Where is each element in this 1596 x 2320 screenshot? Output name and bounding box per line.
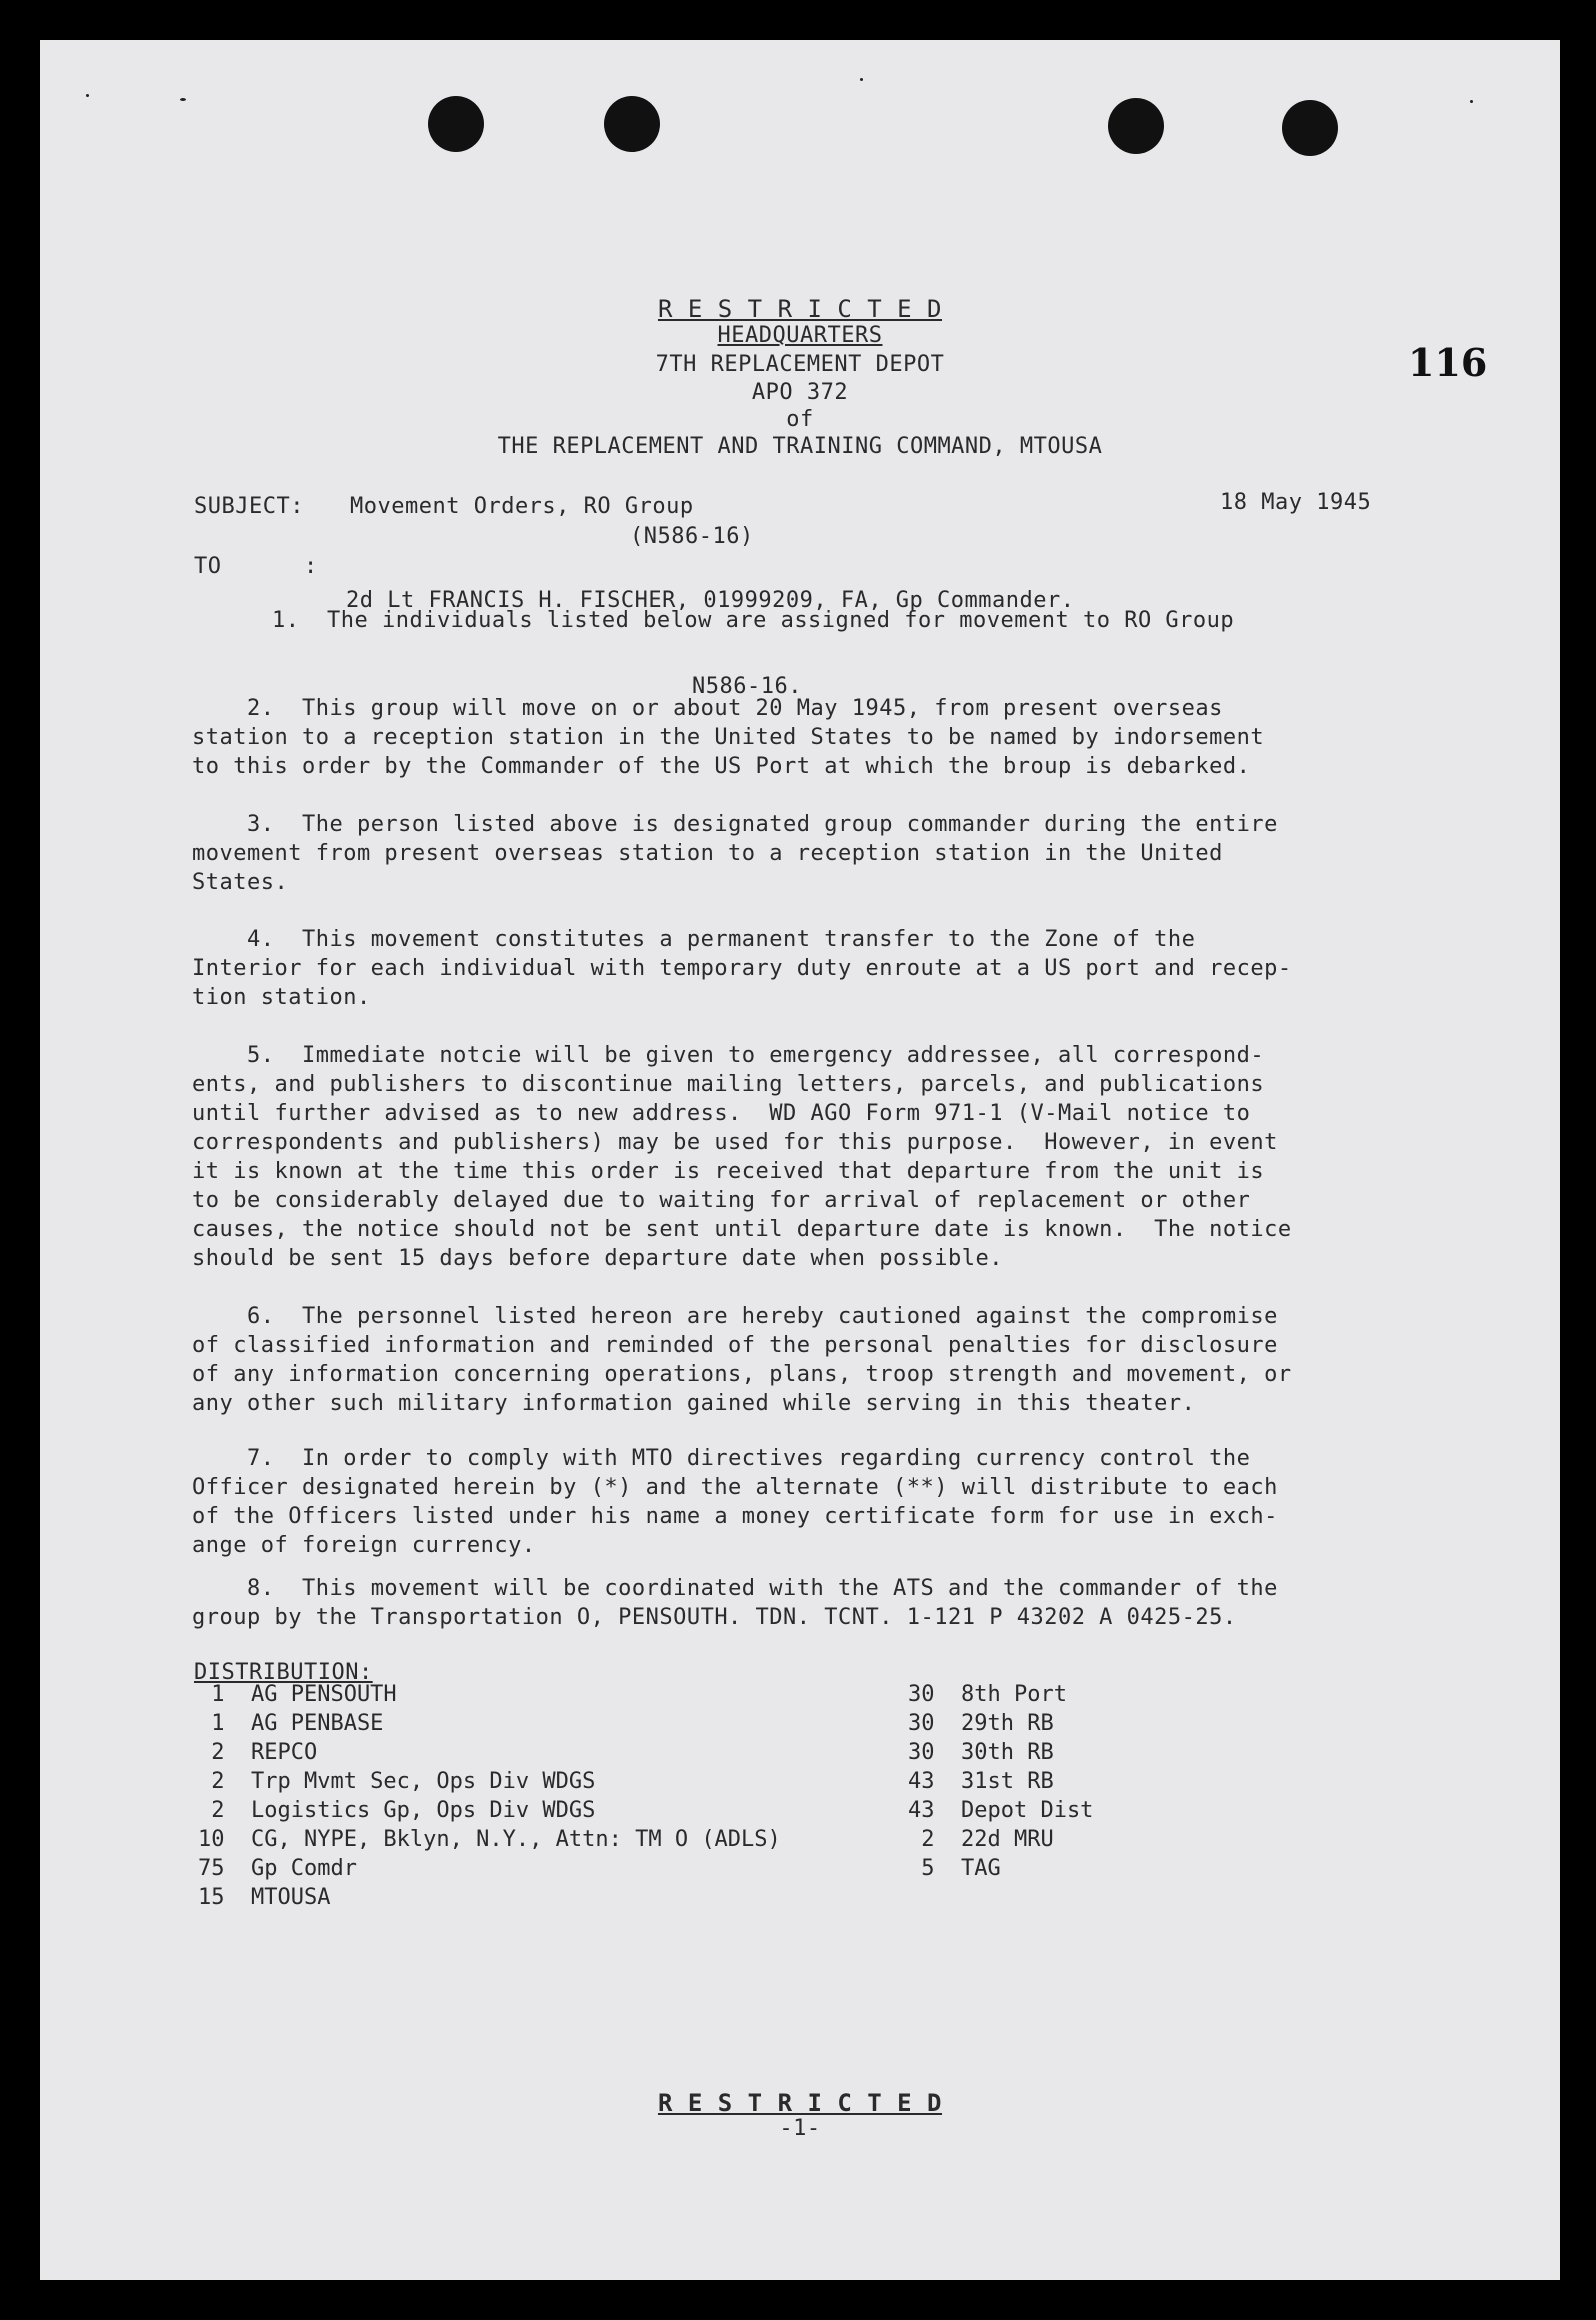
distribution-item: 15 MTOUSA [198,1885,331,1910]
distribution-list-left [198,1680,781,1912]
paragraph-5: 5. Immediate notcie will be given to emergency addressee, all correspond- ents, and publishers to discontinue mailing letters, parcels, and publications until further advised as to new address. WD AGO Form 971-1 (V-Mail notice to correspondents and publishers) may be used for this purpose. However, in event it is known at the time this order is received that departure from the unit is to be considerably delayed due to waiting for arrival of replacement or other causes, the notice should not be sent until departure date is known. The notice should be sent 15 days before departure date when possible. [192,1043,1292,1271]
distribution-item: 75 Gp Comdr [198,1856,357,1881]
distribution-item: 2 22d MRU [908,1827,1054,1852]
distribution-item: 5 TAG [908,1856,1001,1881]
distribution-item: 2 REPCO [198,1740,318,1765]
document-page [40,40,1560,2280]
ink-speck [86,94,89,97]
to-colon: : [304,554,318,579]
page-number: -1- [779,2116,821,2141]
distribution-label: DISTRIBUTION: [194,1660,373,1685]
group-commander-line: 2d Lt FRANCIS H. FISCHER, 01999209, FA, Gp Commander. [346,588,1075,613]
classification-header: R E S T R I C T E D [657,295,943,323]
ink-speck [1470,100,1473,103]
paragraph-6: 6. The personnel listed hereon are hereby cautioned against the compromise of classified information and reminded of the personal penalties for disclosure of any information concerning operations, plans, troop strength and movement, or any other such military information gained while serving in this theater. [192,1304,1292,1416]
distribution-item: 10 CG, NYPE, Bklyn, N.Y., Attn: TM O (ADLS) [198,1827,781,1852]
subject-code: (N586-16) [630,524,754,549]
distribution-item: 2 Trp Mvmt Sec, Ops Div WDGS [198,1769,596,1794]
paragraph-2: 2. This group will move on or about 20 May 1945, from present overseas station to a reception station in the United States to be named by indorsement to this order by the Commander of the US Port at which the broup is debarked. [192,696,1265,779]
subject-value: Movement Orders, RO Group [350,494,694,519]
distribution-item: 43 31st RB [908,1769,1054,1794]
paragraph-4: 4. This movement constitutes a permanent transfer to the Zone of the Interior for each individual with temporary duty enroute at a US port and recep- tion station. [192,927,1292,1010]
distribution-item: 30 30th RB [908,1740,1054,1765]
ink-speck [180,98,186,101]
distribution-list-right [908,1680,1093,1883]
paragraph-3: 3. The person listed above is designated group commander during the entire movement from present overseas station to a reception station in the United States. [192,812,1278,895]
paragraph-1-group: N586-16. [692,674,802,699]
punch-hole [428,96,484,152]
to-label: TO [194,554,222,579]
subject-date: 18 May 1945 [1220,490,1372,515]
paragraph-8: 8. This movement will be coordinated with the ATS and the commander of the group by the Transportation O, PENSOUTH. TDN. TCNT. 1-121 P 43202 A 0425-25. [192,1576,1278,1630]
header-headquarters: HEADQUARTERS [717,323,883,348]
subject-label: SUBJECT: [194,494,304,519]
punch-hole [1108,98,1164,154]
distribution-item: 30 29th RB [908,1711,1054,1736]
classification-footer: R E S T R I C T E D [657,2089,943,2117]
header-depot: 7TH REPLACEMENT DEPOT [655,352,945,377]
distribution-item: 1 AG PENSOUTH [198,1682,397,1707]
header-of: of [786,407,814,432]
punch-hole [1282,100,1338,156]
distribution-item: 2 Logistics Gp, Ops Div WDGS [198,1798,596,1823]
page-stamp-number: 116 [1408,340,1488,385]
paragraph-1: 1. The individuals listed below are assigned for movement to RO Group [272,608,1235,633]
ink-speck [860,78,863,81]
header-command: THE REPLACEMENT AND TRAINING COMMAND, MTOUSA [497,434,1103,459]
distribution-item: 30 8th Port [908,1682,1067,1707]
punch-hole [604,96,660,152]
distribution-item: 1 AG PENBASE [198,1711,384,1736]
header-apo: APO 372 [751,380,849,405]
paragraph-7: 7. In order to comply with MTO directives regarding currency control the Officer designated herein by (*) and the alternate (**) will distribute to each of the Officers listed under his name a money certificate form for use in exch- ange of foreign currency. [192,1446,1278,1558]
distribution-item: 43 Depot Dist [908,1798,1094,1823]
